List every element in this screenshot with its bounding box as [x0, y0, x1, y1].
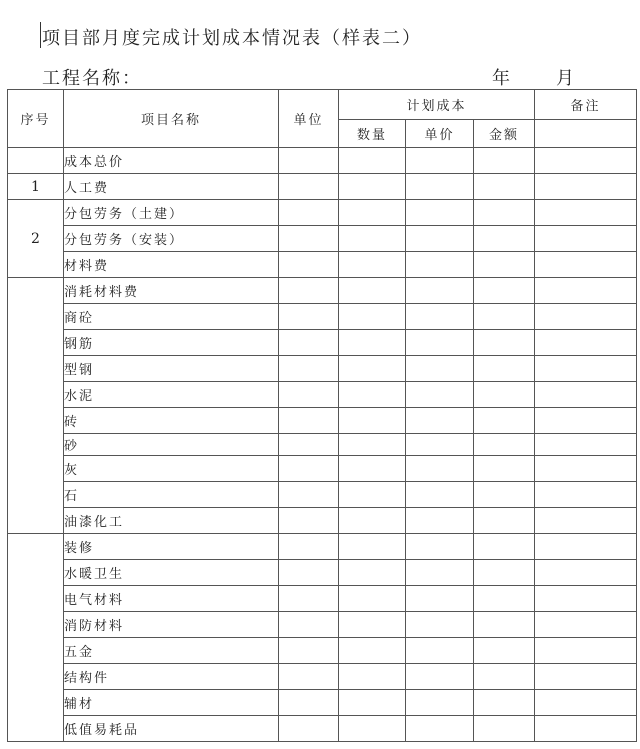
year-label: 年 [492, 68, 510, 89]
remark-cell[interactable] [535, 200, 637, 226]
month-label: 月 [556, 68, 574, 89]
row-item-name: 石 [64, 482, 279, 508]
amount-cell[interactable] [474, 200, 535, 226]
unit-cell[interactable] [279, 356, 339, 382]
unit-price-cell[interactable] [406, 356, 474, 382]
table-row [8, 612, 637, 638]
unit-cell[interactable] [279, 664, 339, 690]
quantity-cell[interactable] [339, 664, 406, 690]
unit-cell[interactable] [279, 638, 339, 664]
row-item-name: 装修 [64, 534, 279, 560]
unit-price-cell[interactable] [406, 278, 474, 304]
row-seq [8, 534, 64, 742]
row-seq [8, 278, 64, 534]
quantity-cell[interactable] [339, 534, 406, 560]
quantity-cell[interactable] [339, 226, 406, 252]
row-item-name: 五金 [64, 638, 279, 664]
amount-cell[interactable] [474, 434, 535, 456]
table-row [8, 434, 637, 456]
unit-price-cell[interactable] [406, 716, 474, 742]
amount-cell[interactable] [474, 174, 535, 200]
unit-price-cell[interactable] [406, 690, 474, 716]
quantity-cell[interactable] [339, 356, 406, 382]
row-item-name: 水暖卫生 [64, 560, 279, 586]
remark-cell[interactable] [535, 330, 637, 356]
remark-cell[interactable] [535, 612, 637, 638]
unit-price-cell[interactable] [406, 508, 474, 534]
table-row [8, 174, 637, 200]
unit-cell[interactable] [279, 716, 339, 742]
amount-cell[interactable] [474, 356, 535, 382]
unit-price-cell[interactable] [406, 408, 474, 434]
unit-cell[interactable] [279, 174, 339, 200]
quantity-cell[interactable] [339, 482, 406, 508]
row-item-name: 油漆化工 [64, 508, 279, 534]
amount-cell[interactable] [474, 382, 535, 408]
unit-price-cell[interactable] [406, 560, 474, 586]
row-item-name: 结构件 [64, 664, 279, 690]
row-item-name: 水泥 [64, 382, 279, 408]
unit-price-cell[interactable] [406, 330, 474, 356]
table-row [8, 716, 637, 742]
amount-cell[interactable] [474, 612, 535, 638]
remark-cell[interactable] [535, 278, 637, 304]
quantity-cell[interactable] [339, 200, 406, 226]
table-row [8, 278, 637, 304]
amount-cell[interactable] [474, 456, 535, 482]
unit-cell[interactable] [279, 434, 339, 456]
row-item-name: 人工费 [64, 174, 279, 200]
header-quantity: 数量 [339, 120, 406, 148]
quantity-cell[interactable] [339, 586, 406, 612]
header-item-name: 项目名称 [64, 90, 279, 148]
unit-cell[interactable] [279, 148, 339, 174]
unit-cell[interactable] [279, 612, 339, 638]
text-cursor [40, 22, 41, 48]
unit-cell[interactable] [279, 586, 339, 612]
unit-cell[interactable] [279, 382, 339, 408]
table-row [8, 226, 637, 252]
remark-cell[interactable] [535, 408, 637, 434]
remark-cell[interactable] [535, 560, 637, 586]
amount-cell[interactable] [474, 664, 535, 690]
quantity-cell[interactable] [339, 456, 406, 482]
table-row [8, 148, 637, 174]
row-item-name: 分包劳务（土建） [64, 200, 279, 226]
quantity-cell[interactable] [339, 612, 406, 638]
row-seq: 2 [8, 200, 64, 278]
header-amount: 金额 [474, 120, 535, 148]
unit-price-cell[interactable] [406, 612, 474, 638]
header-plan-cost: 计划成本 [339, 90, 535, 120]
unit-cell[interactable] [279, 408, 339, 434]
quantity-cell[interactable] [339, 560, 406, 586]
remark-cell[interactable] [535, 482, 637, 508]
unit-price-cell[interactable] [406, 482, 474, 508]
table-row [8, 330, 637, 356]
remark-cell[interactable] [535, 664, 637, 690]
header-unit-price: 单价 [406, 120, 474, 148]
table-row [8, 638, 637, 664]
amount-cell[interactable] [474, 148, 535, 174]
remark-cell[interactable] [535, 586, 637, 612]
unit-cell[interactable] [279, 304, 339, 330]
quantity-cell[interactable] [339, 638, 406, 664]
unit-price-cell[interactable] [406, 148, 474, 174]
quantity-cell[interactable] [339, 148, 406, 174]
row-item-name: 辅材 [64, 690, 279, 716]
amount-cell[interactable] [474, 638, 535, 664]
unit-cell[interactable] [279, 330, 339, 356]
amount-cell[interactable] [474, 690, 535, 716]
table-row [8, 664, 637, 690]
unit-price-cell[interactable] [406, 434, 474, 456]
header-remark-blank [535, 120, 637, 148]
remark-cell[interactable] [535, 304, 637, 330]
remark-cell[interactable] [535, 534, 637, 560]
row-item-name: 材料费 [64, 252, 279, 278]
amount-cell[interactable] [474, 586, 535, 612]
unit-price-cell[interactable] [406, 304, 474, 330]
unit-price-cell[interactable] [406, 382, 474, 408]
quantity-cell[interactable] [339, 716, 406, 742]
unit-cell[interactable] [279, 534, 339, 560]
quantity-cell[interactable] [339, 330, 406, 356]
unit-cell[interactable] [279, 508, 339, 534]
amount-cell[interactable] [474, 534, 535, 560]
plan-cost-table [7, 89, 637, 742]
unit-cell[interactable] [279, 690, 339, 716]
amount-cell[interactable] [474, 304, 535, 330]
amount-cell[interactable] [474, 252, 535, 278]
remark-cell[interactable] [535, 434, 637, 456]
amount-cell[interactable] [474, 226, 535, 252]
amount-cell[interactable] [474, 482, 535, 508]
unit-cell[interactable] [279, 252, 339, 278]
table-row [8, 382, 637, 408]
quantity-cell[interactable] [339, 408, 406, 434]
table-row [8, 560, 637, 586]
amount-cell[interactable] [474, 278, 535, 304]
unit-price-cell[interactable] [406, 252, 474, 278]
row-item-name: 商砼 [64, 304, 279, 330]
table-row [8, 356, 637, 382]
unit-price-cell[interactable] [406, 534, 474, 560]
amount-cell[interactable] [474, 560, 535, 586]
table-row [8, 408, 637, 434]
unit-cell[interactable] [279, 482, 339, 508]
row-item-name: 灰 [64, 456, 279, 482]
quantity-cell[interactable] [339, 278, 406, 304]
table-row [8, 200, 637, 226]
amount-cell[interactable] [474, 330, 535, 356]
remark-cell[interactable] [535, 382, 637, 408]
table-row [8, 304, 637, 330]
unit-price-cell[interactable] [406, 200, 474, 226]
table-row [8, 690, 637, 716]
row-item-name: 分包劳务（安装） [64, 226, 279, 252]
unit-cell[interactable] [279, 200, 339, 226]
project-name-label: 工程名称： [42, 68, 142, 89]
unit-cell[interactable] [279, 278, 339, 304]
remark-cell[interactable] [535, 456, 637, 482]
row-item-name: 砂 [64, 434, 279, 456]
row-item-name: 消防材料 [64, 612, 279, 638]
remark-cell[interactable] [535, 148, 637, 174]
quantity-cell[interactable] [339, 690, 406, 716]
remark-cell[interactable] [535, 174, 637, 200]
table-row [8, 508, 637, 534]
quantity-cell[interactable] [339, 382, 406, 408]
quantity-cell[interactable] [339, 252, 406, 278]
unit-cell[interactable] [279, 560, 339, 586]
amount-cell[interactable] [474, 716, 535, 742]
header-seq: 序号 [8, 90, 64, 148]
row-item-name: 砖 [64, 408, 279, 434]
page-title: 项目部月度完成计划成本情况表（样表二） [42, 28, 422, 49]
header-unit: 单位 [279, 90, 339, 148]
row-seq [8, 148, 64, 174]
row-seq: 1 [8, 174, 64, 200]
quantity-cell[interactable] [339, 508, 406, 534]
row-item-name: 型钢 [64, 356, 279, 382]
remark-cell[interactable] [535, 252, 637, 278]
row-item-name: 钢筋 [64, 330, 279, 356]
remark-cell[interactable] [535, 226, 637, 252]
remark-cell[interactable] [535, 690, 637, 716]
remark-cell[interactable] [535, 716, 637, 742]
table-row [8, 534, 637, 560]
amount-cell[interactable] [474, 508, 535, 534]
unit-price-cell[interactable] [406, 456, 474, 482]
table-row [8, 456, 637, 482]
quantity-cell[interactable] [339, 434, 406, 456]
row-item-name: 电气材料 [64, 586, 279, 612]
unit-price-cell[interactable] [406, 664, 474, 690]
table-row [8, 586, 637, 612]
unit-price-cell[interactable] [406, 586, 474, 612]
remark-cell[interactable] [535, 356, 637, 382]
table-row [8, 482, 637, 508]
unit-cell[interactable] [279, 456, 339, 482]
row-item-name: 低值易耗品 [64, 716, 279, 742]
remark-cell[interactable] [535, 638, 637, 664]
unit-cell[interactable] [279, 226, 339, 252]
unit-price-cell[interactable] [406, 226, 474, 252]
unit-price-cell[interactable] [406, 174, 474, 200]
amount-cell[interactable] [474, 408, 535, 434]
quantity-cell[interactable] [339, 304, 406, 330]
row-item-name: 消耗材料费 [64, 278, 279, 304]
table-row [8, 252, 637, 278]
row-item-name: 成本总价 [64, 148, 279, 174]
unit-price-cell[interactable] [406, 638, 474, 664]
quantity-cell[interactable] [339, 174, 406, 200]
header-remark: 备注 [535, 90, 637, 120]
remark-cell[interactable] [535, 508, 637, 534]
